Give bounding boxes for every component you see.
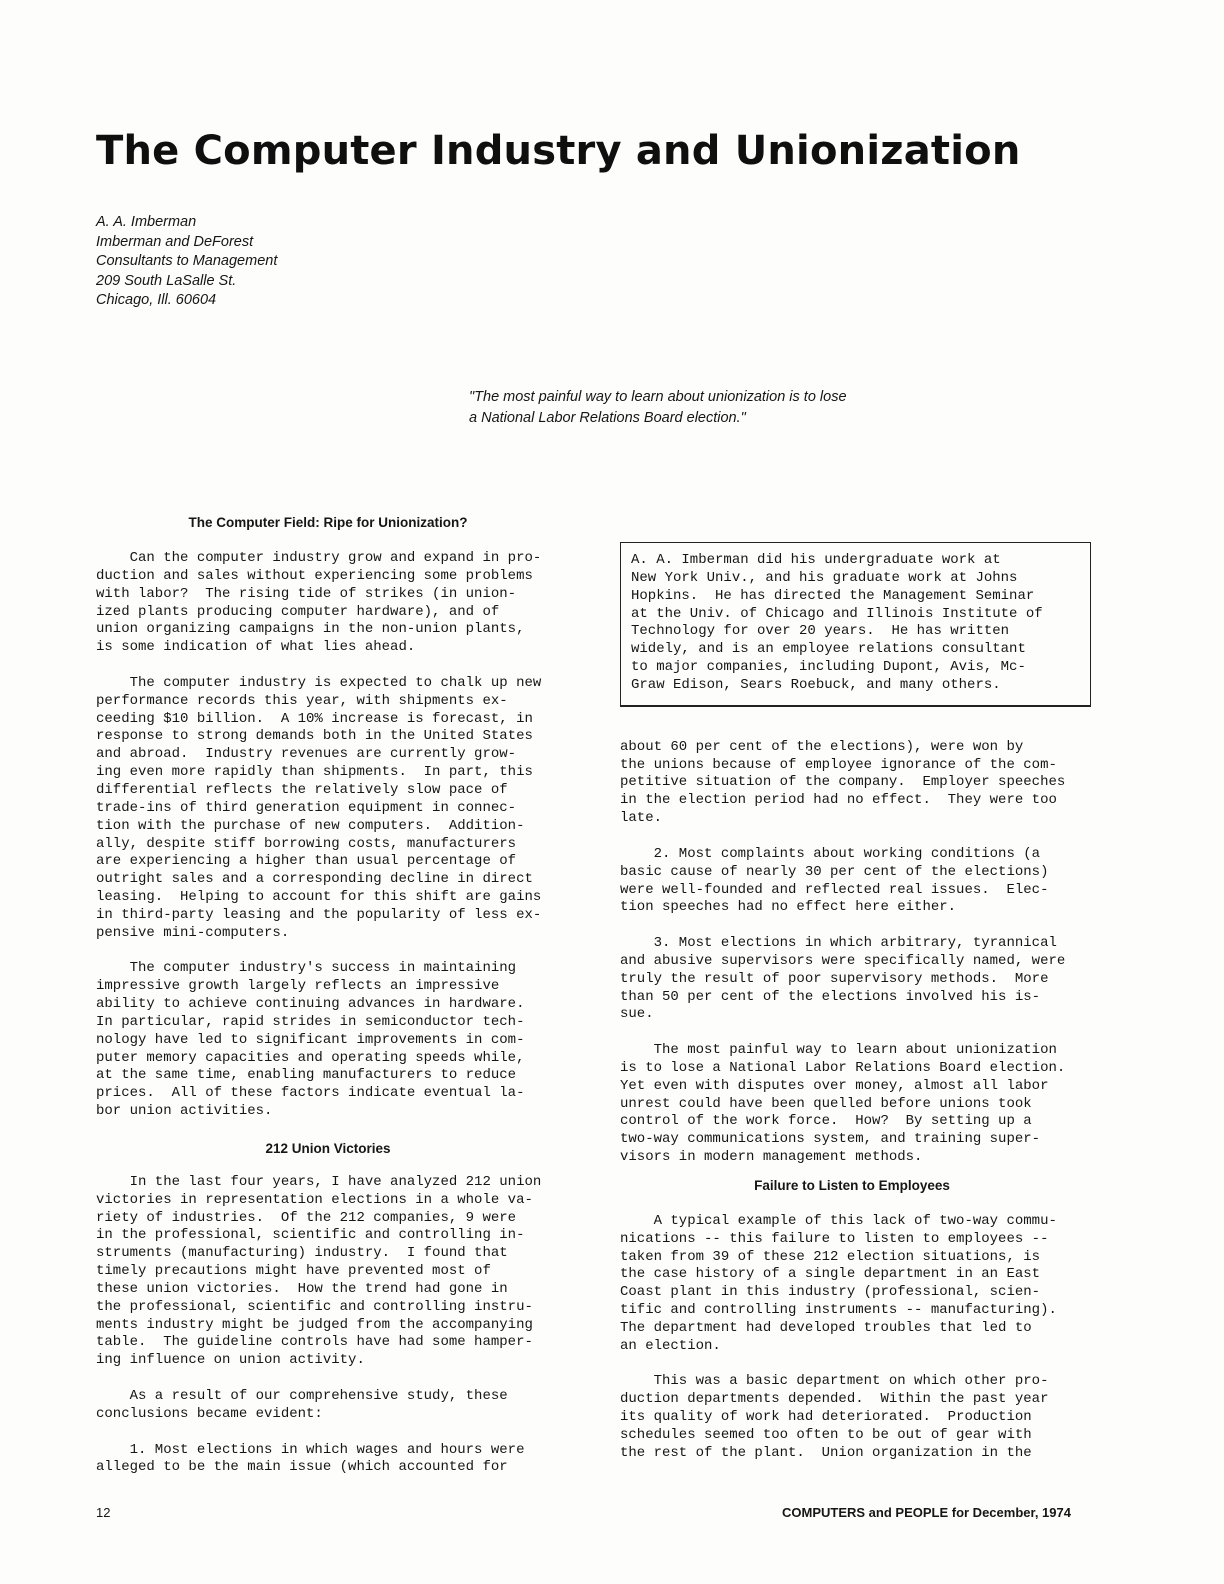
paragraph bbox=[96, 675, 596, 943]
text-line: struments (manufacturing) industry. I found that bbox=[96, 1245, 508, 1262]
text-line: to major companies, including Dupont, Avis, Mc- bbox=[631, 659, 1026, 676]
text-line: puter memory capacities and operating speeds while, bbox=[96, 1049, 525, 1066]
text-line: impressive growth largely reflects an impressive bbox=[96, 978, 500, 995]
text-line: performance records this year, with shipments ex- bbox=[96, 692, 508, 709]
text-line: leasing. Helping to account for this shift are gains bbox=[96, 889, 542, 906]
author-firm: Imberman and DeForest bbox=[96, 233, 254, 250]
paragraph bbox=[620, 846, 1120, 917]
text-line: table. The guideline controls have had some hamper- bbox=[96, 1334, 533, 1351]
article-title: The Computer Industry and Unionization bbox=[96, 128, 1021, 174]
paragraph bbox=[620, 1373, 1120, 1462]
epigraph-quote bbox=[469, 387, 847, 428]
text-line: the rest of the plant. Union organization in the bbox=[620, 1444, 1032, 1461]
page-number: 12 bbox=[96, 1505, 111, 1520]
text-line: In particular, rapid strides in semiconductor tech- bbox=[96, 1013, 525, 1030]
text-line: late. bbox=[620, 810, 663, 827]
text-line: A. A. Imberman did his undergraduate work at bbox=[631, 552, 1001, 568]
text-line: A typical example of this lack of two-way commu- bbox=[620, 1212, 1057, 1229]
text-line: 3. Most elections in which arbitrary, tyrannical bbox=[620, 935, 1057, 952]
text-line: This was a basic department on which other pro- bbox=[620, 1373, 1049, 1390]
text-line: timely precautions might have prevented most of bbox=[96, 1263, 491, 1280]
author-name: A. A. Imberman bbox=[96, 214, 197, 230]
text-line: is to lose a National Labor Relations Board election. bbox=[620, 1059, 1066, 1076]
text-line: about 60 per cent of the elections), were won by bbox=[620, 738, 1024, 755]
text-line: were well-founded and reflected real issues. Elec- bbox=[620, 881, 1049, 898]
text-line: In the last four years, I have analyzed 212 union bbox=[96, 1173, 542, 1190]
text-line: ceeding $10 billion. A 10% increase is forecast, in bbox=[96, 710, 533, 727]
text-line: in the election period had no effect. They were too bbox=[620, 792, 1057, 809]
text-line: prices. All of these factors indicate eventual la- bbox=[96, 1085, 525, 1102]
text-line: ing influence on union activity. bbox=[96, 1352, 365, 1369]
text-line: basic cause of nearly 30 per cent of the elections) bbox=[620, 863, 1049, 880]
text-line: trade-ins of third generation equipment in connec- bbox=[96, 799, 517, 816]
text-line: pensive mini-computers. bbox=[96, 924, 290, 941]
text-line: in the professional, scientific and controlling in- bbox=[96, 1227, 525, 1244]
text-line: at the same time, enabling manufacturers to reduce bbox=[96, 1067, 517, 1084]
text-line: control of the work force. How? By setting up a bbox=[620, 1113, 1032, 1130]
text-line: conclusions became evident: bbox=[96, 1405, 323, 1422]
text-line: truly the result of poor supervisory methods. More bbox=[620, 970, 1049, 987]
text-line: The department had developed troubles that led to bbox=[620, 1319, 1032, 1336]
epigraph-line: "The most painful way to learn about unionization is to lose bbox=[469, 389, 847, 405]
text-line: sue. bbox=[620, 1006, 654, 1023]
text-line: are experiencing a higher than usual percentage of bbox=[96, 853, 517, 870]
text-line: widely, and is an employee relations consultant bbox=[631, 641, 1026, 658]
text-line: differential reflects the relatively slow pace of bbox=[96, 781, 508, 798]
text-line: ments industry might be judged from the accompanying bbox=[96, 1316, 533, 1333]
author-city: Chicago, Ill. 60604 bbox=[96, 292, 217, 308]
text-line: schedules seemed too often to be out of gear with bbox=[620, 1426, 1032, 1443]
paragraph bbox=[96, 1442, 596, 1478]
left-column bbox=[96, 513, 596, 1495]
text-line: unrest could have been quelled before unions took bbox=[620, 1095, 1032, 1112]
text-line: Hopkins. He has directed the Management Seminar bbox=[631, 587, 1035, 604]
text-line: victories in representation elections in a whole va- bbox=[96, 1191, 533, 1208]
text-line: tion with the purchase of new computers. Addition- bbox=[96, 817, 525, 834]
text-line: these union victories. How the trend had gone in bbox=[96, 1280, 508, 1297]
text-line: is some indication of what lies ahead. bbox=[96, 639, 416, 656]
section-heading-ripe: The Computer Field: Ripe for Unionization? bbox=[188, 515, 468, 530]
text-line: The most painful way to learn about unionization bbox=[620, 1042, 1057, 1059]
text-line: taken from 39 of these 212 election situations, is bbox=[620, 1248, 1041, 1265]
text-line: visors in modern management methods. bbox=[620, 1149, 923, 1166]
text-line: ized plants producing computer hardware), and of bbox=[96, 603, 500, 620]
text-line: the professional, scientific and controlling instru- bbox=[96, 1298, 533, 1315]
text-line: tific and controlling instruments -- manufacturing). bbox=[620, 1302, 1057, 1319]
text-line: with labor? The rising tide of strikes (in union- bbox=[96, 585, 517, 602]
text-line: than 50 per cent of the elections involved his is- bbox=[620, 988, 1041, 1005]
paragraph bbox=[96, 1388, 596, 1424]
text-line: riety of industries. Of the 212 companies, 9 were bbox=[96, 1209, 517, 1226]
text-line: bor union activities. bbox=[96, 1103, 273, 1120]
text-line: an election. bbox=[620, 1337, 721, 1354]
text-line: in third-party leasing and the popularity of less ex- bbox=[96, 906, 542, 923]
text-line: New York Univ., and his graduate work at Johns bbox=[631, 569, 1018, 586]
text-line: ability to achieve continuing advances in hardware. bbox=[96, 996, 525, 1013]
paragraph bbox=[620, 1042, 1120, 1167]
text-line: outright sales and a corresponding decline in direct bbox=[96, 871, 533, 888]
text-line: its quality of work had deteriorated. Production bbox=[620, 1409, 1032, 1426]
author-street: 209 South LaSalle St. bbox=[96, 272, 237, 289]
text-line: As a result of our comprehensive study, these bbox=[96, 1387, 508, 1404]
text-line: union organizing campaigns in the non-union plants, bbox=[96, 621, 525, 638]
publication-footer: COMPUTERS and PEOPLE for December, 1974 bbox=[782, 1505, 1071, 1520]
text-line: nications -- this failure to listen to employees -- bbox=[620, 1230, 1049, 1247]
text-line: the case history of a single department in an East bbox=[620, 1266, 1041, 1283]
text-line: Can the computer industry grow and expand in pro- bbox=[96, 550, 542, 566]
text-line: 1. Most elections in which wages and hours were bbox=[96, 1441, 525, 1458]
paragraph bbox=[620, 739, 1120, 828]
text-line: duction departments depended. Within the past year bbox=[620, 1391, 1049, 1408]
text-line: at the Univ. of Chicago and Illinois Institute of bbox=[631, 605, 1043, 622]
text-line: and abusive supervisors were specifically named, were bbox=[620, 952, 1066, 969]
text-line: ally, despite stiff borrowing costs, manufacturers bbox=[96, 835, 517, 852]
text-line: Technology for over 20 years. He has written bbox=[631, 623, 1010, 640]
author-block bbox=[96, 213, 277, 311]
text-line: response to strong demands both in the United States bbox=[96, 728, 533, 745]
text-line: The computer industry's success in maintaining bbox=[96, 960, 517, 977]
author-bio-box bbox=[620, 542, 1091, 707]
author-role: Consultants to Management bbox=[96, 253, 278, 269]
paragraph bbox=[620, 1213, 1120, 1356]
text-line: 2. Most complaints about working conditions (a bbox=[620, 845, 1041, 862]
paragraph bbox=[96, 960, 596, 1121]
text-line: the unions because of employee ignorance of the com- bbox=[620, 756, 1057, 773]
text-line: two-way communications system, and training super- bbox=[620, 1131, 1041, 1148]
text-line: Graw Edison, Sears Roebuck, and many others. bbox=[631, 676, 1001, 693]
text-line: The computer industry is expected to chalk up new bbox=[96, 674, 542, 691]
text-line: Yet even with disputes over money, almost all labor bbox=[620, 1077, 1049, 1094]
paragraph bbox=[96, 550, 596, 657]
text-line: nology have led to significant improvements in com- bbox=[96, 1031, 525, 1048]
paragraph bbox=[620, 935, 1120, 1024]
text-line: Coast plant in this industry (professional, scien- bbox=[620, 1284, 1041, 1301]
text-line: tion speeches had no effect here either. bbox=[620, 899, 957, 916]
epigraph-line: a National Labor Relations Board election." bbox=[469, 409, 746, 426]
text-line: duction and sales without experiencing some problems bbox=[96, 567, 533, 584]
text-line: alleged to be the main issue (which accounted for bbox=[96, 1459, 508, 1476]
section-heading-victories: 212 Union Victories bbox=[265, 1140, 391, 1156]
section-heading-failure: Failure to Listen to Employees bbox=[754, 1177, 950, 1193]
text-line: ing even more rapidly than shipments. In part, this bbox=[96, 764, 533, 781]
text-line: and abroad. Industry revenues are currently grow- bbox=[96, 746, 517, 763]
text-line: petitive situation of the company. Employer speeches bbox=[620, 774, 1066, 791]
paragraph bbox=[96, 1174, 596, 1370]
right-column bbox=[620, 542, 1120, 1481]
